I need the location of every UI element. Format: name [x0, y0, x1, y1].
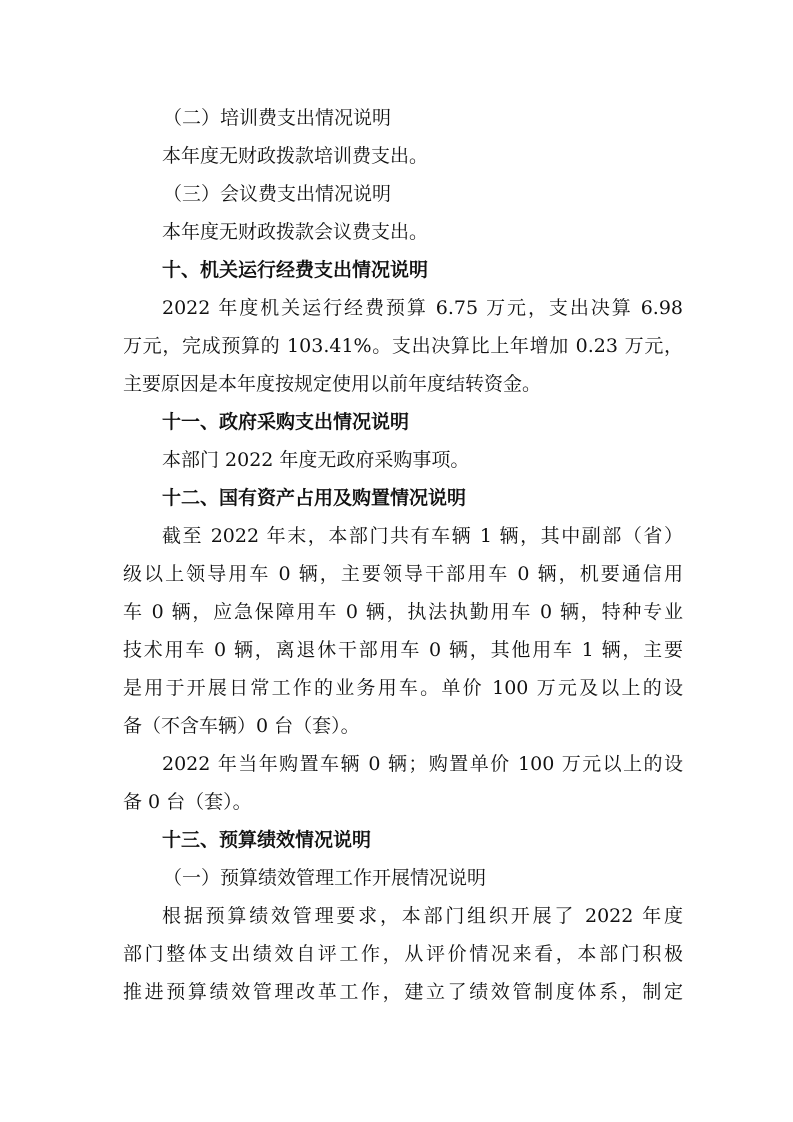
paragraph-performance-line1: 根据预算绩效管理要求，本部门组织开展了 2022 年度 [162, 905, 683, 927]
paragraph-performance-line2: 部门整体支出绩效自评工作，从评价情况来看，本部门积极 [123, 943, 683, 965]
subheading-meeting-fee: （三）会议费支出情况说明 [163, 183, 392, 205]
heading-section-12: 十二、国有资产占用及购置情况说明 [162, 487, 467, 509]
paragraph-assets-line1: 截至 2022 年末，本部门共有车辆 1 辆，其中副部（省） [162, 525, 683, 547]
paragraph-operating-cost-line1: 2022 年度机关运行经费预算 6.75 万元，支出决算 6.98 [162, 297, 683, 319]
paragraph-assets-line5: 是用于开展日常工作的业务用车。单价 100 万元及以上的设 [123, 677, 683, 699]
paragraph-purchase-line2: 备 0 台（套）。 [123, 791, 252, 813]
heading-section-10: 十、机关运行经费支出情况说明 [162, 259, 429, 281]
subheading-training-fee: （二）培训费支出情况说明 [163, 107, 392, 129]
paragraph-assets-line3: 车 0 辆，应急保障用车 0 辆，执法执勤用车 0 辆，特种专业 [123, 601, 683, 623]
paragraph-operating-cost-line3: 主要原因是本年度按规定使用以前年度结转资金。 [123, 373, 542, 395]
paragraph-training-fee: 本年度无财政拨款培训费支出。 [162, 145, 429, 167]
paragraph-procurement: 本部门 2022 年度无政府采购事项。 [162, 449, 470, 471]
paragraph-performance-line3: 推进预算绩效管理改革工作，建立了绩效管制度体系，制定 [123, 981, 683, 1003]
paragraph-operating-cost-line2: 万元，完成预算的 103.41%。支出决算比上年增加 0.23 万元， [123, 335, 683, 357]
heading-section-13: 十三、预算绩效情况说明 [162, 829, 372, 851]
heading-section-11: 十一、政府采购支出情况说明 [162, 411, 410, 433]
paragraph-assets-line6: 备（不含车辆）0 台（套）。 [123, 715, 360, 737]
paragraph-purchase-line1: 2022 年当年购置车辆 0 辆；购置单价 100 万元以上的设 [162, 753, 683, 775]
paragraph-assets-line2: 级以上领导用车 0 辆，主要领导干部用车 0 辆，机要通信用 [123, 563, 683, 585]
subheading-performance-management: （一）预算绩效管理工作开展情况说明 [163, 867, 487, 889]
paragraph-meeting-fee: 本年度无财政拨款会议费支出。 [162, 221, 429, 243]
paragraph-assets-line4: 技术用车 0 辆，离退休干部用车 0 辆，其他用车 1 辆，主要 [123, 639, 683, 661]
